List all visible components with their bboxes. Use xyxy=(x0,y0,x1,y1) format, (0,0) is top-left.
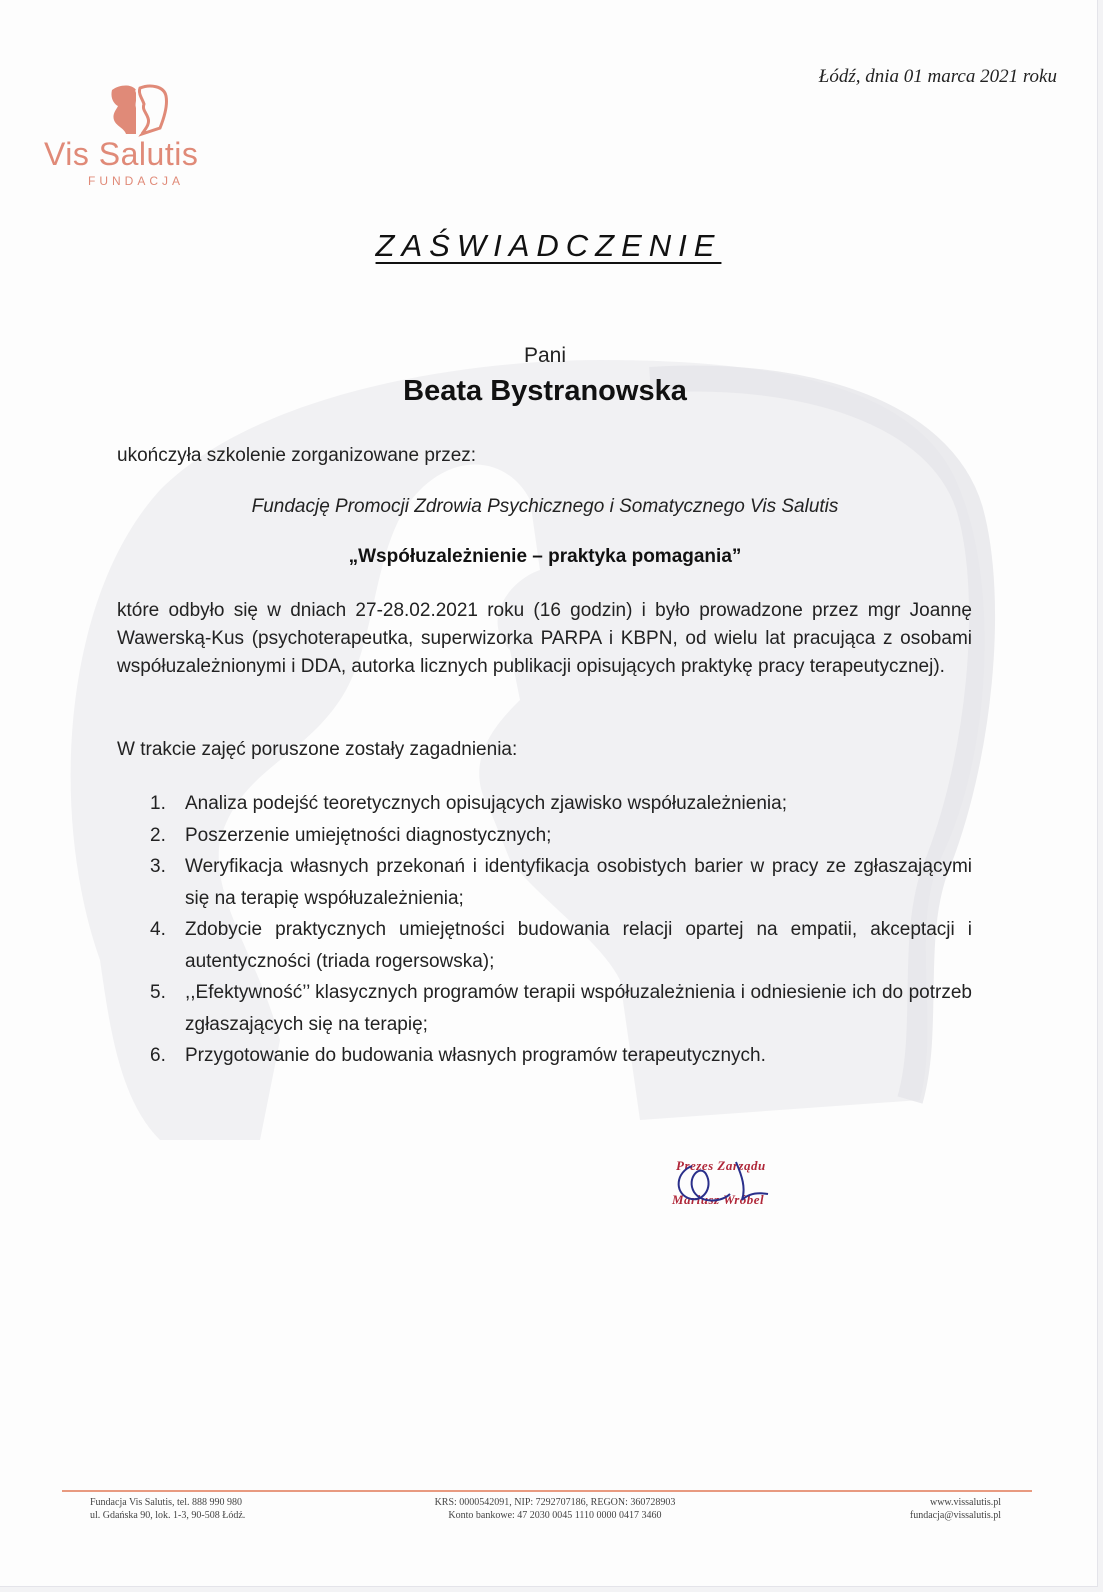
handwritten-signature-icon xyxy=(672,1158,802,1218)
list-item xyxy=(150,788,972,820)
list-item-number: 2. xyxy=(150,824,166,846)
logo-name: Vis Salutis xyxy=(44,136,199,172)
footer-contact xyxy=(90,1496,245,1522)
course-name: „Współuzależnienie – praktyka pomagania” xyxy=(348,546,742,567)
footer-website-link[interactable]: www.vissalutis.pl xyxy=(929,1497,1001,1508)
footer-registry-line2: Konto bankowe: 47 2030 0045 1110 0000 0417 3460 xyxy=(448,1510,662,1521)
list-item-text: ,,Efektywność’’ klasycznych programów terapii współuzależnienia i odniesienie ich do potrzeb zgłaszających się na terapię; xyxy=(185,982,972,1035)
stamp-name: Mariusz Wróbel xyxy=(672,1192,765,1207)
topics-intro: W trakcie zajęć poruszone zostały zagadnienia: xyxy=(117,739,518,760)
recipient-name: Beata Bystranowska xyxy=(403,375,687,407)
list-item xyxy=(150,820,972,852)
document-title: ZAŚWIADCZENIE xyxy=(375,228,722,263)
salutation: Pani xyxy=(523,344,567,367)
footer-registry xyxy=(390,1496,720,1522)
list-item-text: Poszerzenie umiejętności diagnostycznych; xyxy=(185,824,552,846)
completed-text: ukończyła szkolenie zorganizowane przez: xyxy=(117,445,477,466)
list-item-text: Weryfikacja własnych przekonań i identyfikacja osobistych barier w pracy ze zgłaszającymi się na terapię współuzależnienia; xyxy=(185,856,972,909)
footer-email-link[interactable]: fundacja@vissalutis.pl xyxy=(909,1510,1001,1521)
list-item-number: 3. xyxy=(150,856,166,877)
footer-address-line1: Fundacja Vis Salutis, tel. 888 990 980 xyxy=(90,1497,242,1508)
footer-divider xyxy=(62,1490,1032,1492)
list-item xyxy=(150,851,972,914)
list-item-text: Zdobycie praktycznych umiejętności budowania relacji opartej na empatii, akceptacji i autentyczności (triada rogersowska); xyxy=(185,919,972,972)
list-item-text: Przygotowanie do budowania własnych programów terapeutycznych. xyxy=(185,1045,766,1066)
logo-subtitle: FUNDACJA xyxy=(88,174,185,188)
foundation-logo xyxy=(44,84,244,194)
footer-registry-line1: KRS: 0000542091, NIP: 7292707186, REGON: 360728903 xyxy=(434,1497,676,1508)
list-item-number: 1. xyxy=(150,793,166,814)
organizer-name: Fundację Promocji Zdrowia Psychicznego i Somatycznego Vis Salutis xyxy=(251,496,839,517)
list-item-number: 4. xyxy=(150,919,166,940)
list-item xyxy=(150,977,972,1040)
footer-web xyxy=(910,1496,1001,1522)
list-item xyxy=(150,1040,972,1072)
footer-address-line2: ul. Gdańska 90, lok. 1-3, 90-508 Łódź. xyxy=(90,1510,246,1521)
course-details: które odbyło się w dniach 27-28.02.2021 roku (16 godzin) i było prowadzone przez mgr Joannę Wawerską-Kus (psychoterapeutka, superwizorka PARPA i KBPN, od wielu lat pracująca z osobami współuzależnionymi i DDA, autorka licznych publikacji opisujących praktykę pracy terapeutycznej). xyxy=(117,600,972,677)
list-item-number: 6. xyxy=(150,1045,166,1066)
list-item xyxy=(150,914,972,977)
place-date: Łódź, dnia 01 marca 2021 roku xyxy=(818,66,1057,87)
stamp-title: Prezes Zarządu xyxy=(676,1158,766,1173)
list-item-number: 5. xyxy=(150,982,166,1003)
faces-logo-icon xyxy=(106,84,170,140)
list-item-text: Analiza podejść teoretycznych opisujących zjawisko współuzależnienia; xyxy=(185,793,787,814)
topics-list xyxy=(150,788,972,1072)
signature-stamp xyxy=(672,1158,802,1218)
